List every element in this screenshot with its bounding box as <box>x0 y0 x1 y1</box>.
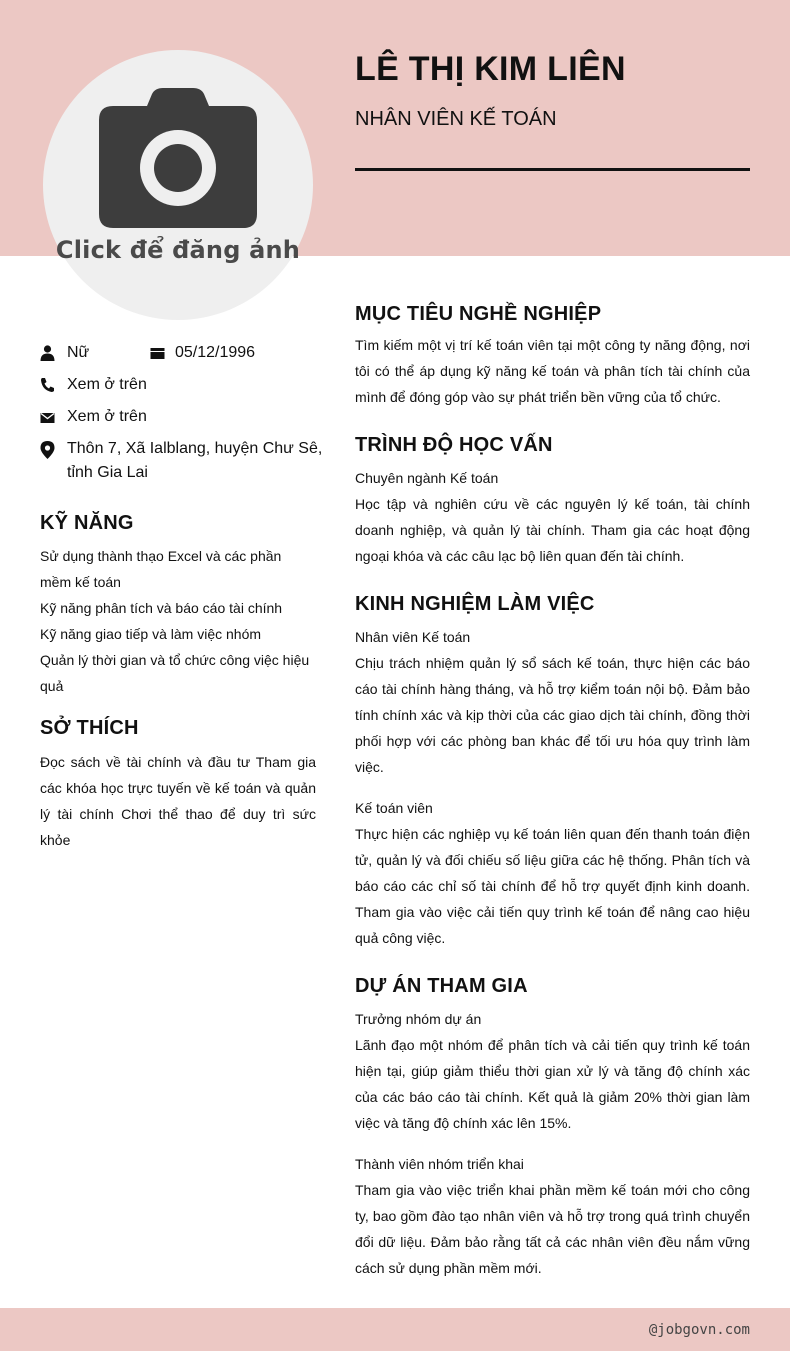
gender-text: Nữ <box>67 344 90 361</box>
experience-text: Thực hiện các nghiệp vụ kế toán liên quan đến thanh toán điện tử, quản lý và đối chiếu số liệu giữa các hệ thống. Phân tích và báo cáo các chỉ số tài chính để hỗ trợ quyết định kinh doanh. Tham gia vào việc cải tiến quy trình kế toán để nâng cao hiệu quả công việc. <box>355 826 750 946</box>
objective-text: Tìm kiếm một vị trí kế toán viên tại một công ty năng động, nơi tôi có thể áp dụng kỹ năng kế toán và phân tích tài chính của mình để đóng góp vào sự phát triển bền vững của tổ chức. <box>355 337 750 405</box>
job-title: NHÂN VIÊN KẾ TOÁN <box>355 108 557 130</box>
camera-icon <box>97 88 259 230</box>
footer-band <box>0 1308 790 1351</box>
project-text: Tham gia vào việc triển khai phần mềm kế toán mới cho công ty, bao gồm đào tạo nhân viên và hỗ trợ trong quá trình chuyển đổi dữ liệu. Đảm bảo rằng tất cả các nhân viên đều nắm vững cách sử dụng phần mềm mới. <box>355 1182 750 1276</box>
phone-icon <box>40 377 55 393</box>
experience-role: Kế toán viên <box>355 800 433 816</box>
calendar-icon <box>150 345 165 361</box>
objective-heading: MỤC TIÊU NGHỀ NGHIỆP <box>355 303 602 325</box>
avatar-upload-label: Click để đăng ảnh <box>55 236 301 264</box>
mail-icon <box>40 409 55 425</box>
avatar-upload[interactable] <box>43 50 313 320</box>
project-role: Trưởng nhóm dự án <box>355 1011 482 1027</box>
contact-address <box>40 437 323 485</box>
location-pin-icon <box>40 441 55 459</box>
experience-text: Chịu trách nhiệm quản lý sổ sách kế toán, thực hiện các báo cáo tài chính hàng tháng, và hỗ trợ kiểm toán nội bộ. Đảm bảo tính chính xác và kịp thời của các giao dịch tài chính, đồng thời phối hợp với các phòng ban khác để tối ưu hóa quy trình làm việc. <box>355 655 750 775</box>
experience-role: Nhân viên Kế toán <box>355 629 471 645</box>
footer-credit: @jobgovn.com <box>648 1322 750 1338</box>
hobbies-text: Đọc sách về tài chính và đầu tư Tham gia các khóa học trực tuyến về kế toán và quản lý tài chính Chơi thể thao để duy trì sức khỏe <box>40 754 316 848</box>
list-item: Sử dụng thành thạo Excel và các phần mềm kế toán <box>40 548 282 590</box>
skills-list <box>40 543 316 699</box>
education-major: Chuyên ngành Kế toán <box>355 470 499 486</box>
address-line-1: Thôn 7, Xã Ialblang, huyện Chư Sê, <box>67 440 323 457</box>
list-item: Kỹ năng phân tích và báo cáo tài chính <box>40 600 283 616</box>
contact-birthdate <box>150 341 290 365</box>
title-divider <box>355 168 750 171</box>
email-text: Xem ở trên <box>67 408 147 425</box>
contact-gender <box>40 341 150 365</box>
person-icon <box>40 345 55 361</box>
address-line-2: tỉnh Gia Lai <box>67 464 148 481</box>
list-item: Kỹ năng giao tiếp và làm việc nhóm <box>40 626 262 642</box>
project-text: Lãnh đạo một nhóm để phân tích và cải tiến quy trình kế toán hiện tại, giúp giảm thiểu thời gian xử lý và tăng độ chính xác của các báo cáo tài chính. Kết quả là giảm 20% thời gian làm việc và tăng độ chính xác lên 15%. <box>355 1037 750 1131</box>
experience-heading: KINH NGHIỆM LÀM VIỆC <box>355 593 595 615</box>
projects-heading: DỰ ÁN THAM GIA <box>355 975 528 997</box>
education-heading: TRÌNH ĐỘ HỌC VẤN <box>355 434 553 456</box>
contact-phone <box>40 373 316 397</box>
candidate-name: LÊ THỊ KIM LIÊN <box>355 50 626 88</box>
birthdate-text: 05/12/1996 <box>175 344 256 361</box>
phone-text: Xem ở trên <box>67 376 147 393</box>
education-text: Học tập và nghiên cứu về các nguyên lý kế toán, tài chính doanh nghiệp, và quản lý tài chính. Tham gia các hoạt động ngoại khóa và các câu lạc bộ liên quan đến tài chính. <box>355 496 750 564</box>
project-role: Thành viên nhóm triển khai <box>355 1156 524 1172</box>
contact-email <box>40 405 316 429</box>
list-item: Quản lý thời gian và tổ chức công việc hiệu quả <box>40 652 310 694</box>
skills-heading: KỸ NĂNG <box>40 512 134 534</box>
hobbies-heading: SỞ THÍCH <box>40 717 139 739</box>
